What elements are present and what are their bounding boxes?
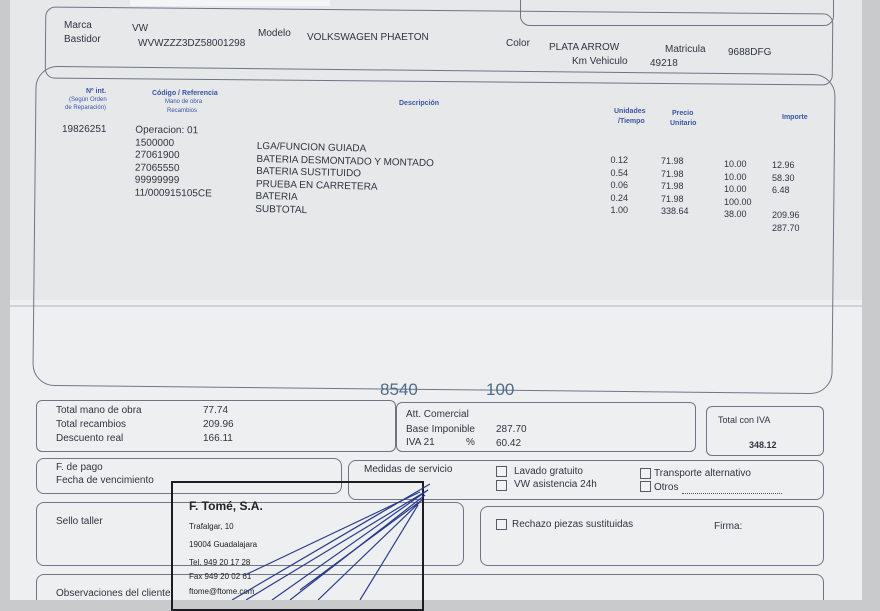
medidas-label: Medidas de servicio: [364, 464, 453, 475]
code-cell: 99999999: [134, 174, 180, 187]
desc-cell: BATERIA DESMONTADO Y MONTADO: [256, 153, 435, 169]
mano-obra-value: 77.74: [203, 405, 229, 416]
km-value: 49218: [650, 58, 678, 69]
recambios-label: Total recambios: [56, 419, 127, 430]
observaciones-label: Observaciones del cliente: [56, 588, 171, 599]
amount-cell: 209.96: [772, 210, 800, 220]
bastidor-value: WVWZZZ3DZ58001298: [138, 38, 246, 49]
amount-cell: 287.70: [772, 222, 800, 233]
desc-cell: BATERIA: [255, 190, 298, 203]
forma-pago-label: F. de pago: [56, 462, 103, 473]
base-value: 287.70: [496, 424, 527, 435]
matricula-label: Matricula: [665, 44, 706, 55]
col-desc-header: Descripción: [399, 100, 440, 107]
stamp-street: Trafalgar, 10: [189, 522, 234, 531]
recambios-value: 209.96: [203, 419, 234, 430]
base-label: Base Imponible: [406, 424, 475, 435]
code-cell: 27065550: [134, 162, 180, 174]
col-nint-sub1: (Según Orden: [69, 97, 107, 103]
lavado-label: Lavado gratuito: [514, 466, 583, 477]
firma-label: Firma:: [714, 521, 743, 532]
total-iva-value: 348.12: [749, 440, 777, 450]
rechazo-label: Rechazo piezas sustituidas: [512, 519, 634, 530]
price-cell: 71.98: [661, 168, 684, 179]
marca-label: Marca: [64, 20, 92, 31]
stamp-fax: Fax 949 20 02 61: [189, 572, 252, 581]
handwritten-number-right: 100: [486, 380, 515, 399]
discount-cell: 10.00: [724, 184, 747, 194]
discount-cell: 100.00: [724, 196, 752, 207]
marca-value: VW: [132, 23, 149, 34]
price-cell: 71.98: [661, 181, 684, 191]
code-cell: Operacion: 01: [135, 124, 199, 137]
modelo-value: VOLKSWAGEN PHAETON: [307, 32, 429, 43]
vencimiento-label: Fecha de vencimiento: [56, 475, 154, 486]
iva-value: 60.42: [496, 438, 522, 449]
col-nint-header: Nº int.: [86, 88, 107, 95]
descuento-label: Descuento real: [56, 433, 124, 444]
handwritten-number-left: 8540: [380, 380, 418, 399]
col-precio-header: Precio: [672, 110, 694, 117]
stamp-tel: Tel. 949 20 17 28: [189, 558, 251, 567]
sello-label: Sello taller: [56, 516, 103, 527]
price-cell: 338.64: [661, 206, 689, 216]
code-cell: 27061900: [135, 149, 180, 162]
col-unidades-header: Unidades: [614, 108, 646, 115]
code-cell: 1500000: [135, 137, 175, 149]
iva-label: IVA 21: [406, 437, 435, 448]
col-codigo-sub1: Mano de obra: [165, 99, 203, 105]
col-codigo-sub2: Recambios: [167, 108, 198, 114]
mano-obra-label: Total mano de obra: [56, 405, 142, 416]
att-comercial-label: Att. Comercial: [406, 409, 469, 420]
amount-cell: 12.96: [772, 160, 795, 170]
stamp-city: 19004 Guadalajara: [189, 540, 258, 549]
desc-cell: LGA/FUNCION GUIADA: [256, 140, 367, 155]
discount-cell: 10.00: [724, 171, 747, 182]
modelo-label: Modelo: [258, 28, 291, 39]
matricula-value: 9688DFG: [728, 47, 772, 58]
unit-cell: 1.00: [610, 205, 628, 215]
color-label: Color: [506, 38, 530, 49]
col-tiempo-header: /Tiempo: [618, 118, 645, 125]
unit-cell: 0.24: [610, 192, 628, 203]
unit-cell: 0.12: [610, 155, 628, 165]
iva-percent-sign: %: [466, 437, 475, 448]
price-cell: 71.98: [661, 193, 684, 204]
stamp-company-name: F. Tomé, S.A.: [189, 499, 263, 513]
stamp-email: ftome@ftome.com: [189, 587, 255, 596]
bastidor-label: Bastidor: [64, 34, 101, 45]
unit-cell: 0.54: [610, 167, 628, 178]
col-unitario-header: Unitario: [670, 120, 697, 127]
desc-cell: BATERIA SUSTITUIDO: [256, 165, 362, 180]
transporte-label: Transporte alternativo: [654, 468, 751, 479]
asistencia-label: VW asistencia 24h: [514, 479, 597, 490]
color-value: PLATA ARROW: [549, 42, 620, 53]
col-codigo-header: Código / Referencia: [152, 90, 218, 97]
discount-cell: 38.00: [724, 209, 747, 219]
desc-cell: SUBTOTAL: [255, 203, 308, 216]
otros-label: Otros: [654, 482, 679, 493]
total-iva-label: Total con IVA: [718, 415, 771, 425]
col-nint-sub2: de Reparación): [65, 105, 107, 111]
discount-cell: 10.00: [724, 159, 747, 169]
km-label: Km Vehiculo: [572, 56, 628, 67]
price-cell: 71.98: [661, 156, 684, 166]
amount-cell: 58.30: [772, 172, 795, 183]
descuento-value: 166.11: [203, 433, 233, 444]
desc-cell: PRUEBA EN CARRETERA: [255, 178, 378, 193]
code-cell: 11/000915105CE: [134, 187, 212, 199]
amount-cell: 6.48: [772, 185, 790, 195]
col-importe-header: Importe: [782, 114, 808, 121]
nint-value: 19826251: [62, 124, 107, 135]
unit-cell: 0.06: [610, 180, 628, 190]
